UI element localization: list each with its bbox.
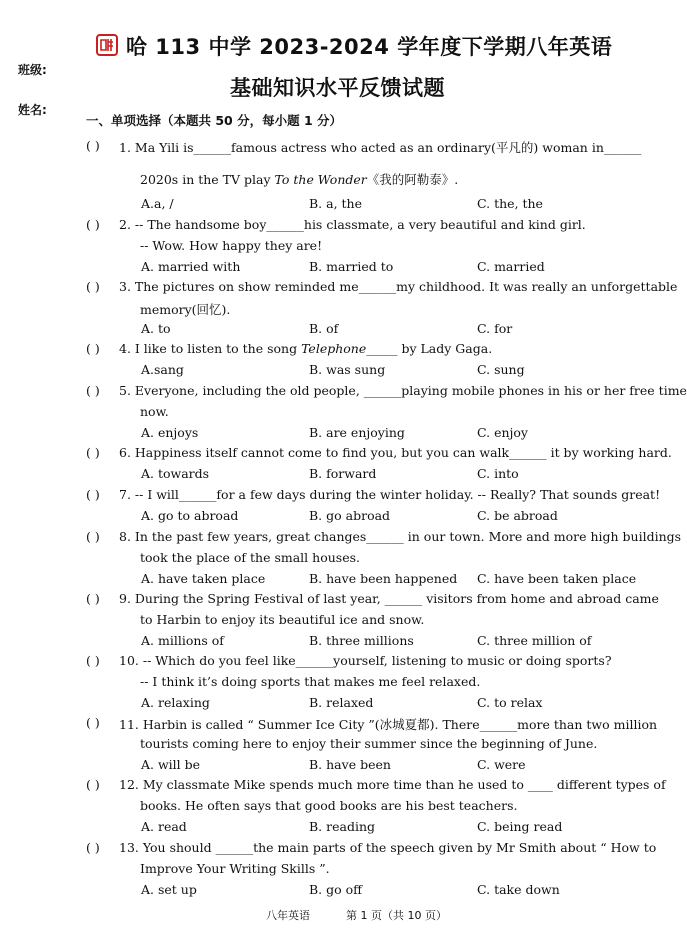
option-a[interactable]: A.a, / [141, 196, 174, 211]
option-c[interactable]: C. were [477, 757, 526, 772]
question-text: 1. Ma Yili is______famous actress who acted as an ordinary(平凡的) woman in______ [119, 140, 642, 155]
footer-page-number: 第 1 页（共 10 页） [346, 909, 447, 922]
option-b[interactable]: B. forward [309, 466, 377, 481]
question-text: took the place of the small houses. [140, 550, 360, 565]
option-c[interactable]: C. take down [477, 882, 560, 897]
option-b[interactable]: B. have been [309, 757, 391, 772]
class-label: 班级: [18, 63, 47, 77]
question-text: -- I think it’s doing sports that makes me feel relaxed. [140, 674, 481, 689]
question-text: 3. The pictures on show reminded me______my childhood. It was really an unforgettable [119, 279, 678, 294]
option-c[interactable]: C. have been taken place [477, 571, 637, 586]
question-text: -- Wow. How happy they are! [140, 238, 323, 253]
question-text: memory(回忆). [140, 302, 231, 317]
option-c[interactable]: C. enjoy [477, 425, 528, 440]
option-a[interactable]: A. read [141, 819, 187, 834]
question-text: 7. -- I will______for a few days during the winter holiday. -- Really? That sounds great! [119, 487, 661, 502]
question-text: now. [140, 404, 169, 419]
question-text: 13. You should ______the main parts of the speech given by Mr Smith about “ How to [119, 840, 657, 855]
question-text: Improve Your Writing Skills ”. [140, 861, 330, 876]
option-b[interactable]: B. a, the [309, 196, 363, 211]
option-a[interactable]: A. relaxing [141, 695, 210, 710]
school-logo-icon [96, 34, 118, 56]
option-b[interactable]: B. relaxed [309, 695, 374, 710]
option-b[interactable]: B. was sung [309, 362, 386, 377]
question-text: 9. During the Spring Festival of last year, ______ visitors from home and abroad came [119, 591, 659, 606]
question-text: 8. In the past few years, great changes______ in our town. More and more high buildings [119, 529, 682, 544]
name-label: 姓名: [18, 103, 47, 117]
answer-blank[interactable]: ( ) [86, 591, 100, 606]
option-b[interactable]: B. are enjoying [309, 425, 405, 440]
option-b[interactable]: B. have been happened [309, 571, 458, 586]
option-a[interactable]: A. millions of [141, 633, 224, 648]
option-a[interactable]: A. to [141, 321, 171, 336]
option-a[interactable]: A. set up [141, 882, 197, 897]
question-text: 6. Happiness itself cannot come to find you, but you can walk______ it by working hard. [119, 445, 672, 460]
section-heading: 一、单项选择（本题共 50 分，每小题 1 分） [86, 113, 343, 128]
answer-blank[interactable]: ( ) [86, 383, 100, 398]
option-c[interactable]: C. sung [477, 362, 525, 377]
option-c[interactable]: C. being read [477, 819, 563, 834]
question-text: 12. My classmate Mike spends much more time than he used to ____ different types of [119, 777, 666, 792]
question-text: tourists coming here to enjoy their summer since the beginning of June. [140, 736, 598, 751]
option-b[interactable]: B. reading [309, 819, 376, 834]
question-text: books. He often says that good books are his best teachers. [140, 798, 518, 813]
option-a[interactable]: A. will be [141, 757, 201, 772]
question-text: 4. I like to listen to the song Telephone_____ by Lady Gaga. [119, 341, 493, 356]
answer-blank[interactable]: ( ) [86, 138, 100, 153]
option-b[interactable]: B. three millions [309, 633, 414, 648]
option-b[interactable]: B. go off [309, 882, 363, 897]
question-text: 10. -- Which do you feel like______yourself, listening to music or doing sports? [119, 653, 612, 668]
question-text: 11. Harbin is called “ Summer Ice City ”(冰城夏都). There______more than two million [119, 717, 658, 732]
option-c[interactable]: C. married [477, 259, 545, 274]
exam-title-line1: 哈 113 中学 2023-2024 学年度下学期八年英语 [126, 35, 613, 59]
option-a[interactable]: A. go to abroad [141, 508, 239, 523]
question-text: 5. Everyone, including the old people, ______playing mobile phones in his or her free time [119, 383, 687, 398]
answer-blank[interactable]: ( ) [86, 653, 100, 668]
answer-blank[interactable]: ( ) [86, 715, 100, 730]
option-c[interactable]: C. for [477, 321, 513, 336]
option-a[interactable]: A. enjoys [141, 425, 199, 440]
question-text: 2020s in the TV play To the Wonder《我的阿勒泰》. [140, 172, 459, 187]
option-a[interactable]: A. have taken place [141, 571, 266, 586]
answer-blank[interactable]: ( ) [86, 217, 100, 232]
option-c[interactable]: C. into [477, 466, 519, 481]
answer-blank[interactable]: ( ) [86, 341, 100, 356]
option-b[interactable]: B. go abroad [309, 508, 391, 523]
question-text: 2. -- The handsome boy______his classmate, a very beautiful and kind girl. [119, 217, 586, 232]
answer-blank[interactable]: ( ) [86, 279, 100, 294]
footer-subject: 八年英语 [266, 909, 310, 922]
option-c[interactable]: C. three million of [477, 633, 592, 648]
option-c[interactable]: C. the, the [477, 196, 543, 211]
option-b[interactable]: B. of [309, 321, 339, 336]
question-text: to Harbin to enjoy its beautiful ice and snow. [140, 612, 425, 627]
answer-blank[interactable]: ( ) [86, 445, 100, 460]
answer-blank[interactable]: ( ) [86, 529, 100, 544]
option-c[interactable]: C. be abroad [477, 508, 558, 523]
exam-title-line2: 基础知识水平反馈试题 [230, 76, 445, 100]
option-b[interactable]: B. married to [309, 259, 394, 274]
option-a[interactable]: A.sang [141, 362, 184, 377]
answer-blank[interactable]: ( ) [86, 840, 100, 855]
answer-blank[interactable]: ( ) [86, 487, 100, 502]
answer-blank[interactable]: ( ) [86, 777, 100, 792]
option-a[interactable]: A. towards [141, 466, 210, 481]
option-c[interactable]: C. to relax [477, 695, 543, 710]
option-a[interactable]: A. married with [141, 259, 241, 274]
